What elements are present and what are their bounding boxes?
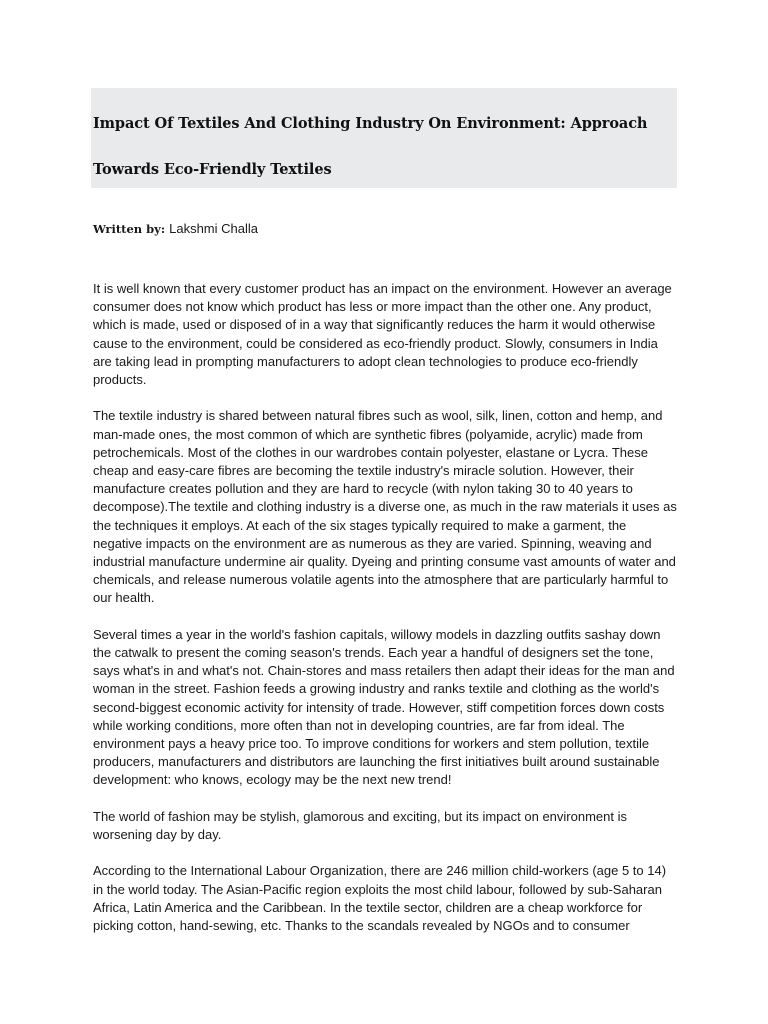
body-paragraph — [93, 626, 679, 790]
paragraph-line: producers, manufacturers and distributors are launching the first initiatives built around sustainable — [93, 754, 660, 770]
byline-author: Lakshmi Challa — [169, 221, 258, 236]
byline-label: Written by: — [93, 222, 170, 236]
paragraph-line: while working conditions, more often than not in developing countries, are far from ideal. The — [93, 717, 625, 733]
article-title-line-2: Towards Eco-Friendly Textiles — [93, 161, 332, 178]
body-paragraph — [93, 280, 679, 389]
paragraph-line: Africa, Latin America and the Caribbean. In the textile sector, children are a cheap workforce for — [93, 899, 643, 915]
body-paragraph — [93, 862, 679, 935]
paragraph-line: It is well known that every customer product has an impact on the environment. However an average — [93, 281, 672, 296]
paragraph-line: picking cotton, hand-sewing, etc. Thanks to the scandals revealed by NGOs and to consumer — [93, 918, 630, 934]
paragraph-line: second-biggest economic activity for intensity of trade. However, stiff competition forces down costs — [93, 699, 665, 715]
article-title-line-1: Impact Of Textiles And Clothing Industry On Environment: Approach — [93, 115, 648, 132]
paragraph-line: our health. — [93, 590, 155, 606]
paragraph-line: the catwalk to present the coming season's trends. Each year a handful of designers set the tone, — [93, 645, 654, 661]
paragraph-line: decompose).The textile and clothing industry is a diverse one, as much in the raw materials it uses as — [93, 499, 677, 515]
paragraph-line: are taking lead in prompting manufacturers to adopt clean technologies to produce eco-friendly — [93, 353, 638, 369]
body-paragraph — [93, 808, 679, 844]
paragraph-line: negative impacts on the environment are as numerous as they are varied. Spinning, weaving and — [93, 535, 652, 551]
paragraph-line: in the world today. The Asian-Pacific region exploits the most child labour, followed by sub-Saharan — [93, 881, 662, 897]
article-body — [93, 280, 679, 953]
paragraph-line: the techniques it employs. At each of the six stages typically required to make a garment, the — [93, 517, 627, 533]
paragraph-line: products. — [93, 372, 147, 388]
byline — [93, 220, 258, 238]
paragraph-line: According to the International Labour Organization, there are 246 million child-workers (age 5 to 14) — [93, 863, 667, 879]
paragraph-line: cheap and easy-care fibres are becoming the textile industry's miracle solution. However, their — [93, 463, 634, 479]
paragraph-line: man-made ones, the most common of which are synthetic fibres (polyamide, acrylic) made from — [93, 426, 643, 442]
title-banner — [91, 88, 677, 188]
paragraph-line: The world of fashion may be stylish, glamorous and exciting, but its impact on environment is — [93, 808, 627, 824]
paragraph-line: Several times a year in the world's fashion capitals, willowy models in dazzling outfits sashay down — [93, 626, 661, 642]
paragraph-line: The textile industry is shared between natural fibres such as wool, silk, linen, cotton and hemp, and — [93, 408, 663, 424]
paragraph-line: cause to the environment, could be considered as eco-friendly product. Slowly, consumers in India — [93, 335, 658, 351]
paragraph-line: environment pays a heavy price too. To improve conditions for workers and stem pollution, textile — [93, 736, 650, 752]
paragraph-line: chemicals, and release numerous volatile agents into the atmosphere that are particularly harmful to — [93, 572, 669, 588]
paragraph-line: industrial manufacture undermine air quality. Dyeing and printing consume vast amounts of water and — [93, 554, 676, 570]
body-paragraph — [93, 407, 679, 607]
paragraph-line: consumer does not know which product has less or more impact than the other one. Any product, — [93, 299, 652, 315]
paragraph-line: worsening day by day. — [93, 827, 222, 843]
paragraph-line: development: who knows, ecology may be the next new trend! — [93, 772, 452, 788]
paragraph-line: woman in the street. Fashion feeds a growing industry and ranks textile and clothing as the world's — [93, 681, 660, 697]
paragraph-line: which is made, used or disposed of in a way that significantly reduces the harm it would otherwise — [93, 317, 656, 333]
paragraph-line: says what's in and what's not. Chain-stores and mass retailers then adapt their ideas for the man and — [93, 663, 675, 679]
paragraph-line: petrochemicals. Most of the clothes in our wardrobes contain polyester, elastane or Lycra. These — [93, 444, 648, 460]
paragraph-line: manufacture creates pollution and they are hard to recycle (with nylon taking 30 to 40 years to — [93, 481, 633, 497]
